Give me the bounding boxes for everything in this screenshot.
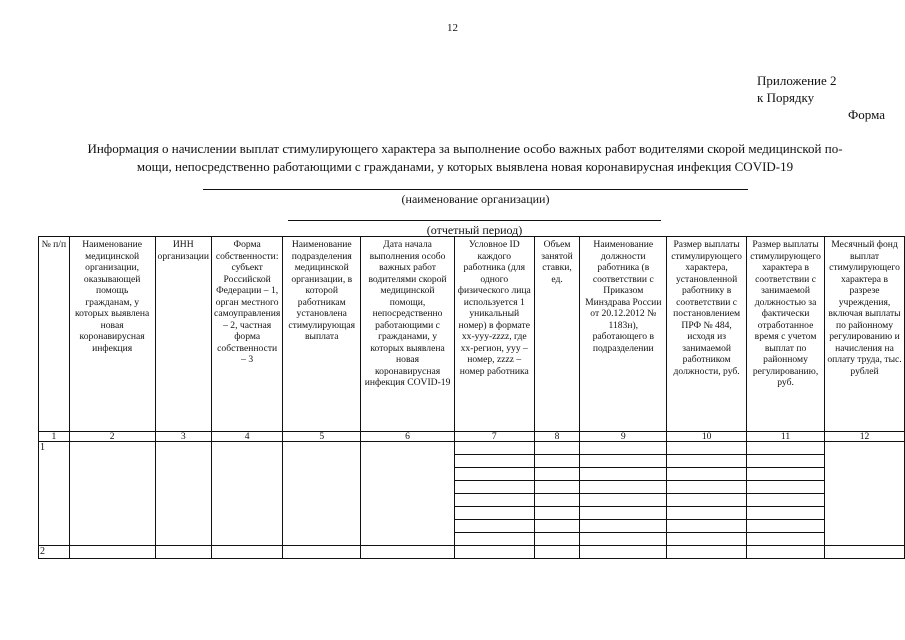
data-cell[interactable] [825, 442, 905, 546]
data-cell[interactable] [155, 442, 212, 546]
data-cell[interactable] [667, 533, 747, 546]
row-number: 1 [39, 442, 70, 546]
org-name-underline [203, 189, 748, 190]
header-cell: Размер выплаты стимулирующего характера в соответствии с занимаемой должностью за фактически отработанное время с учетом выплат по районному регулированию, руб. [747, 237, 825, 432]
data-cell[interactable] [454, 468, 534, 481]
period-underline [288, 220, 661, 221]
header-cell: Наименование подразделения медицинской организации, в которой работникам установлена стимулирующая выплата [283, 237, 361, 432]
data-cell[interactable] [825, 546, 905, 559]
data-cell[interactable] [454, 455, 534, 468]
data-cell[interactable] [454, 442, 534, 455]
data-cell[interactable] [534, 507, 580, 520]
data-cell[interactable] [69, 546, 155, 559]
column-number: 3 [155, 432, 212, 442]
data-cell[interactable] [69, 442, 155, 546]
table-header-row [39, 237, 905, 432]
data-cell[interactable] [534, 455, 580, 468]
column-number: 11 [747, 432, 825, 442]
period-caption: (отчетный период) [426, 223, 523, 237]
data-cell[interactable] [361, 546, 455, 559]
header-cell: Дата начала выполнения особо важных работ водителями скорой медицинской помощи, непосредственно работающими с гражданами, у которых выявлена новая коронавирусная инфекция COVID-19 [361, 237, 455, 432]
data-cell[interactable] [667, 442, 747, 455]
header-cell: Наименование медицинской организации, оказывающей помощь гражданам, у которых выявлена новая коронавирусная инфекция [69, 237, 155, 432]
data-cell[interactable] [667, 546, 747, 559]
header-cell: Месячный фонд выплат стимулирующего характера в разрезе учреждения, включая выплаты по районному регулированию и начисления на оплату труда, тыс. рублей [825, 237, 905, 432]
column-number: 10 [667, 432, 747, 442]
data-cell[interactable] [580, 494, 667, 507]
column-number: 7 [454, 432, 534, 442]
payments-table [38, 236, 905, 559]
data-cell[interactable] [747, 533, 825, 546]
data-cell[interactable] [667, 455, 747, 468]
column-number: 5 [283, 432, 361, 442]
header-cell: № п/п [39, 237, 70, 432]
column-number: 9 [580, 432, 667, 442]
data-cell[interactable] [534, 546, 580, 559]
data-cell[interactable] [155, 546, 212, 559]
data-cell[interactable] [534, 442, 580, 455]
column-number: 8 [534, 432, 580, 442]
data-cell[interactable] [747, 494, 825, 507]
appendix-line-3: Форма [848, 107, 885, 122]
column-number: 12 [825, 432, 905, 442]
data-cell[interactable] [580, 546, 667, 559]
data-cell[interactable] [454, 507, 534, 520]
data-cell[interactable] [534, 468, 580, 481]
data-cell[interactable] [534, 494, 580, 507]
data-cell[interactable] [747, 546, 825, 559]
data-cell[interactable] [667, 468, 747, 481]
data-cell[interactable] [580, 533, 667, 546]
header-cell: Объем занятой ставки, ед. [534, 237, 580, 432]
table-row [39, 442, 905, 455]
data-cell[interactable] [580, 442, 667, 455]
column-number: 1 [39, 432, 70, 442]
heading-line-2: мощи, непосредственно работающими с гражданами, у которых выявлена новая коронавирусная инфекция COVID-19 [136, 159, 794, 174]
page-number: 12 [447, 22, 458, 34]
data-cell[interactable] [580, 507, 667, 520]
data-cell[interactable] [580, 481, 667, 494]
data-cell[interactable] [454, 481, 534, 494]
column-number: 2 [69, 432, 155, 442]
data-cell[interactable] [747, 468, 825, 481]
appendix-label [757, 72, 885, 123]
data-cell[interactable] [747, 442, 825, 455]
data-cell[interactable] [212, 546, 283, 559]
data-cell[interactable] [747, 520, 825, 533]
data-cell[interactable] [534, 520, 580, 533]
data-cell[interactable] [454, 533, 534, 546]
header-cell: Наименование должности работника (в соответствии с Приказом Минздрава России от 20.12.2012 № 1183н), работающего в подразделении [580, 237, 667, 432]
data-cell[interactable] [212, 442, 283, 546]
column-number: 6 [361, 432, 455, 442]
heading-line-1: Информация о начислении выплат стимулирующего характера за выполнение особо важных работ водителями скорой медицинской по- [87, 141, 843, 156]
data-cell[interactable] [534, 481, 580, 494]
data-cell[interactable] [454, 520, 534, 533]
data-cell[interactable] [580, 520, 667, 533]
data-cell[interactable] [667, 520, 747, 533]
header-cell: Условное ID каждого работника (для одного физического лица используется 1 уникальный номер) в формате хх-ууу-zzzz, где хх-регион, ууу – номер, zzzz – номер работника [454, 237, 534, 432]
data-cell[interactable] [667, 481, 747, 494]
data-cell[interactable] [747, 507, 825, 520]
data-cell[interactable] [747, 481, 825, 494]
data-cell[interactable] [283, 546, 361, 559]
org-name-caption: (наименование организации) [401, 192, 550, 206]
document-heading [40, 140, 890, 176]
data-cell[interactable] [361, 442, 455, 546]
data-cell[interactable] [580, 468, 667, 481]
appendix-line-1: Приложение 2 [757, 73, 837, 88]
data-cell[interactable] [580, 455, 667, 468]
data-cell[interactable] [454, 546, 534, 559]
data-cell[interactable] [454, 494, 534, 507]
header-cell: Форма собственности: субъект Российской Федерации – 1, орган местного самоуправления – 2, частная форма собственности – 3 [212, 237, 283, 432]
appendix-line-2: к Порядку [757, 90, 815, 105]
row-number: 2 [39, 546, 70, 559]
header-cell: Размер выплаты стимулирующего характера, установленной работнику в соответствии с постановлением ПРФ № 484, исходя из занимаемой работником должности, руб. [667, 237, 747, 432]
column-number-row [39, 432, 905, 442]
table-row [39, 546, 905, 559]
data-cell[interactable] [667, 494, 747, 507]
column-number: 4 [212, 432, 283, 442]
header-cell: ИНН организации [155, 237, 212, 432]
data-cell[interactable] [534, 533, 580, 546]
data-cell[interactable] [667, 507, 747, 520]
data-cell[interactable] [747, 455, 825, 468]
data-cell[interactable] [283, 442, 361, 546]
